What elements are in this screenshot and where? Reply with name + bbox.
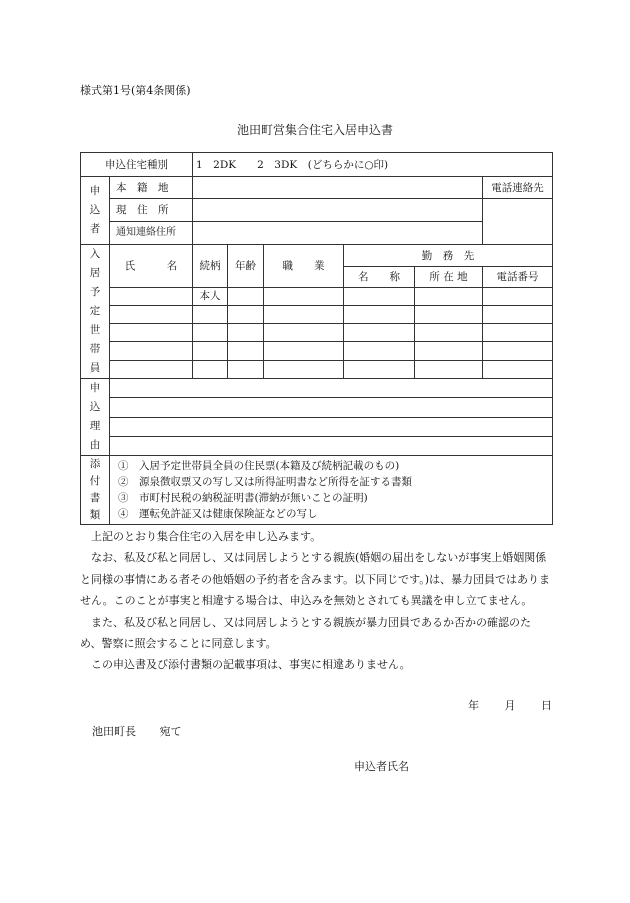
declaration-paragraph: この申込書及び添付書類の記載事項は、事実に相違ありません。 [91,658,411,672]
current-address-field[interactable] [193,199,483,222]
attachment-item: ③ 市町村民税の納税証明書(滞納が無いことの証明) [118,492,368,504]
attachment-item: ④ 運転免許証又は健康保険証などの写し [118,508,318,520]
member-workplace-name-field[interactable] [344,287,415,305]
member-age-field[interactable] [228,342,264,360]
attachment-item: ① 入居予定世帯員全員の住民票(本籍及び続柄記載のもの) [118,460,400,472]
member-name-field[interactable] [110,342,193,360]
col-workplace-header: 勤 務 先 [344,245,553,267]
household-row [81,342,553,360]
form-number: 様式第1号(第4条関係) [80,84,191,97]
member-name-field[interactable] [110,287,193,305]
member-workplace-location-field[interactable] [415,324,483,342]
member-workplace-phone-field[interactable] [483,342,553,360]
date-month: 月 [504,699,516,712]
member-relation-field[interactable] [193,324,228,342]
reason-line[interactable] [110,398,553,417]
applicant-signature-label: 申込者氏名 [354,760,409,773]
member-workplace-phone-field[interactable] [483,324,553,342]
declaration-paragraph: なお、私及び私と同居し、又は同居しようとする親族(婚姻の届出をしないが事実上婚姻関係と同様の事情にある者その他婚姻の予約者を含みます。以下同じです。)は、暴力団員ではありません。このことが事実と相違する場合は、申込みを無効とされても異議を申し立てません。 [80,551,551,608]
phone-contact-label: 電話連絡先 [483,177,553,199]
document-title: 池田町営集合住宅入居申込書 [236,123,393,137]
member-occupation-field[interactable] [264,342,344,360]
member-name-field[interactable] [110,360,193,378]
date-day: 日 [541,699,552,712]
attachments-list [110,456,553,525]
date-line [468,697,552,713]
member-workplace-phone-field[interactable] [483,287,553,305]
date-year: 年 [468,699,479,712]
member-age-field[interactable] [228,324,264,342]
housing-type-value[interactable]: 1 2DK 2 3DK (どちらかに○印) [193,153,553,177]
col-name-header: 氏 名 [110,245,193,288]
addressee [92,723,182,739]
reason-line[interactable] [110,436,553,455]
domicile-label: 本 籍 地 [110,177,193,199]
declaration-paragraph: また、私及び私と同居し、又は同居しようとする親族が暴力団員であるか否かの確認のため、警察に照会することに同意します。 [80,615,531,651]
contact-address-field[interactable] [193,222,483,245]
household-row [81,360,553,378]
member-relation-field[interactable]: 本人 [193,287,228,305]
attachments-section-label: 添 付 書 類 [81,456,110,525]
col-occupation-header: 職 業 [264,245,344,288]
col-workplace-name-header: 名 称 [344,267,415,287]
member-workplace-name-field[interactable] [344,342,415,360]
col-relation-header: 続柄 [193,245,228,288]
reason-section-label: 申 込 理 由 [81,379,110,456]
application-table [80,152,553,525]
member-name-field[interactable] [110,305,193,323]
col-age-header: 年齢 [228,245,264,288]
member-occupation-field[interactable] [264,360,344,378]
member-workplace-phone-field[interactable] [483,360,553,378]
reason-line[interactable] [110,379,553,398]
member-workplace-name-field[interactable] [344,324,415,342]
member-relation-field[interactable] [193,360,228,378]
applicant-section-label: 申 込 者 [81,177,110,245]
member-workplace-location-field[interactable] [415,287,483,305]
member-workplace-phone-field[interactable] [483,305,553,323]
member-occupation-field[interactable] [264,324,344,342]
household-row [81,287,553,305]
member-relation-field[interactable] [193,342,228,360]
declaration-paragraph: 上記のとおり集合住宅の入居を申し込みます。 [91,530,322,543]
household-section-label: 入 居 予 定 世 帯 員 [81,245,110,379]
member-workplace-location-field[interactable] [415,305,483,323]
member-relation-field[interactable] [193,305,228,323]
col-workplace-phone-header: 電話番号 [483,267,553,287]
addressee-name: 池田町長 [92,725,136,738]
member-occupation-field[interactable] [264,287,344,305]
attachment-item: ② 源泉徴収票又の写し又は所得証明書など所得を証する書類 [118,476,412,488]
member-name-field[interactable] [110,324,193,342]
member-age-field[interactable] [228,287,264,305]
member-workplace-location-field[interactable] [415,342,483,360]
member-workplace-name-field[interactable] [344,305,415,323]
member-age-field[interactable] [228,360,264,378]
member-age-field[interactable] [228,305,264,323]
domicile-field[interactable] [193,177,483,199]
member-workplace-location-field[interactable] [415,360,483,378]
household-row [81,305,553,323]
addressee-suffix: 宛て [159,725,182,738]
member-occupation-field[interactable] [264,305,344,323]
contact-address-label: 通知連絡住所 [110,222,193,245]
phone-contact-field[interactable] [483,199,553,245]
col-workplace-location-header: 所 在 地 [415,267,483,287]
member-workplace-name-field[interactable] [344,360,415,378]
current-address-label: 現 住 所 [110,199,193,222]
reason-line[interactable] [110,417,553,436]
housing-type-label: 申込住宅種別 [81,153,193,177]
declaration-text [80,526,552,676]
household-row [81,324,553,342]
